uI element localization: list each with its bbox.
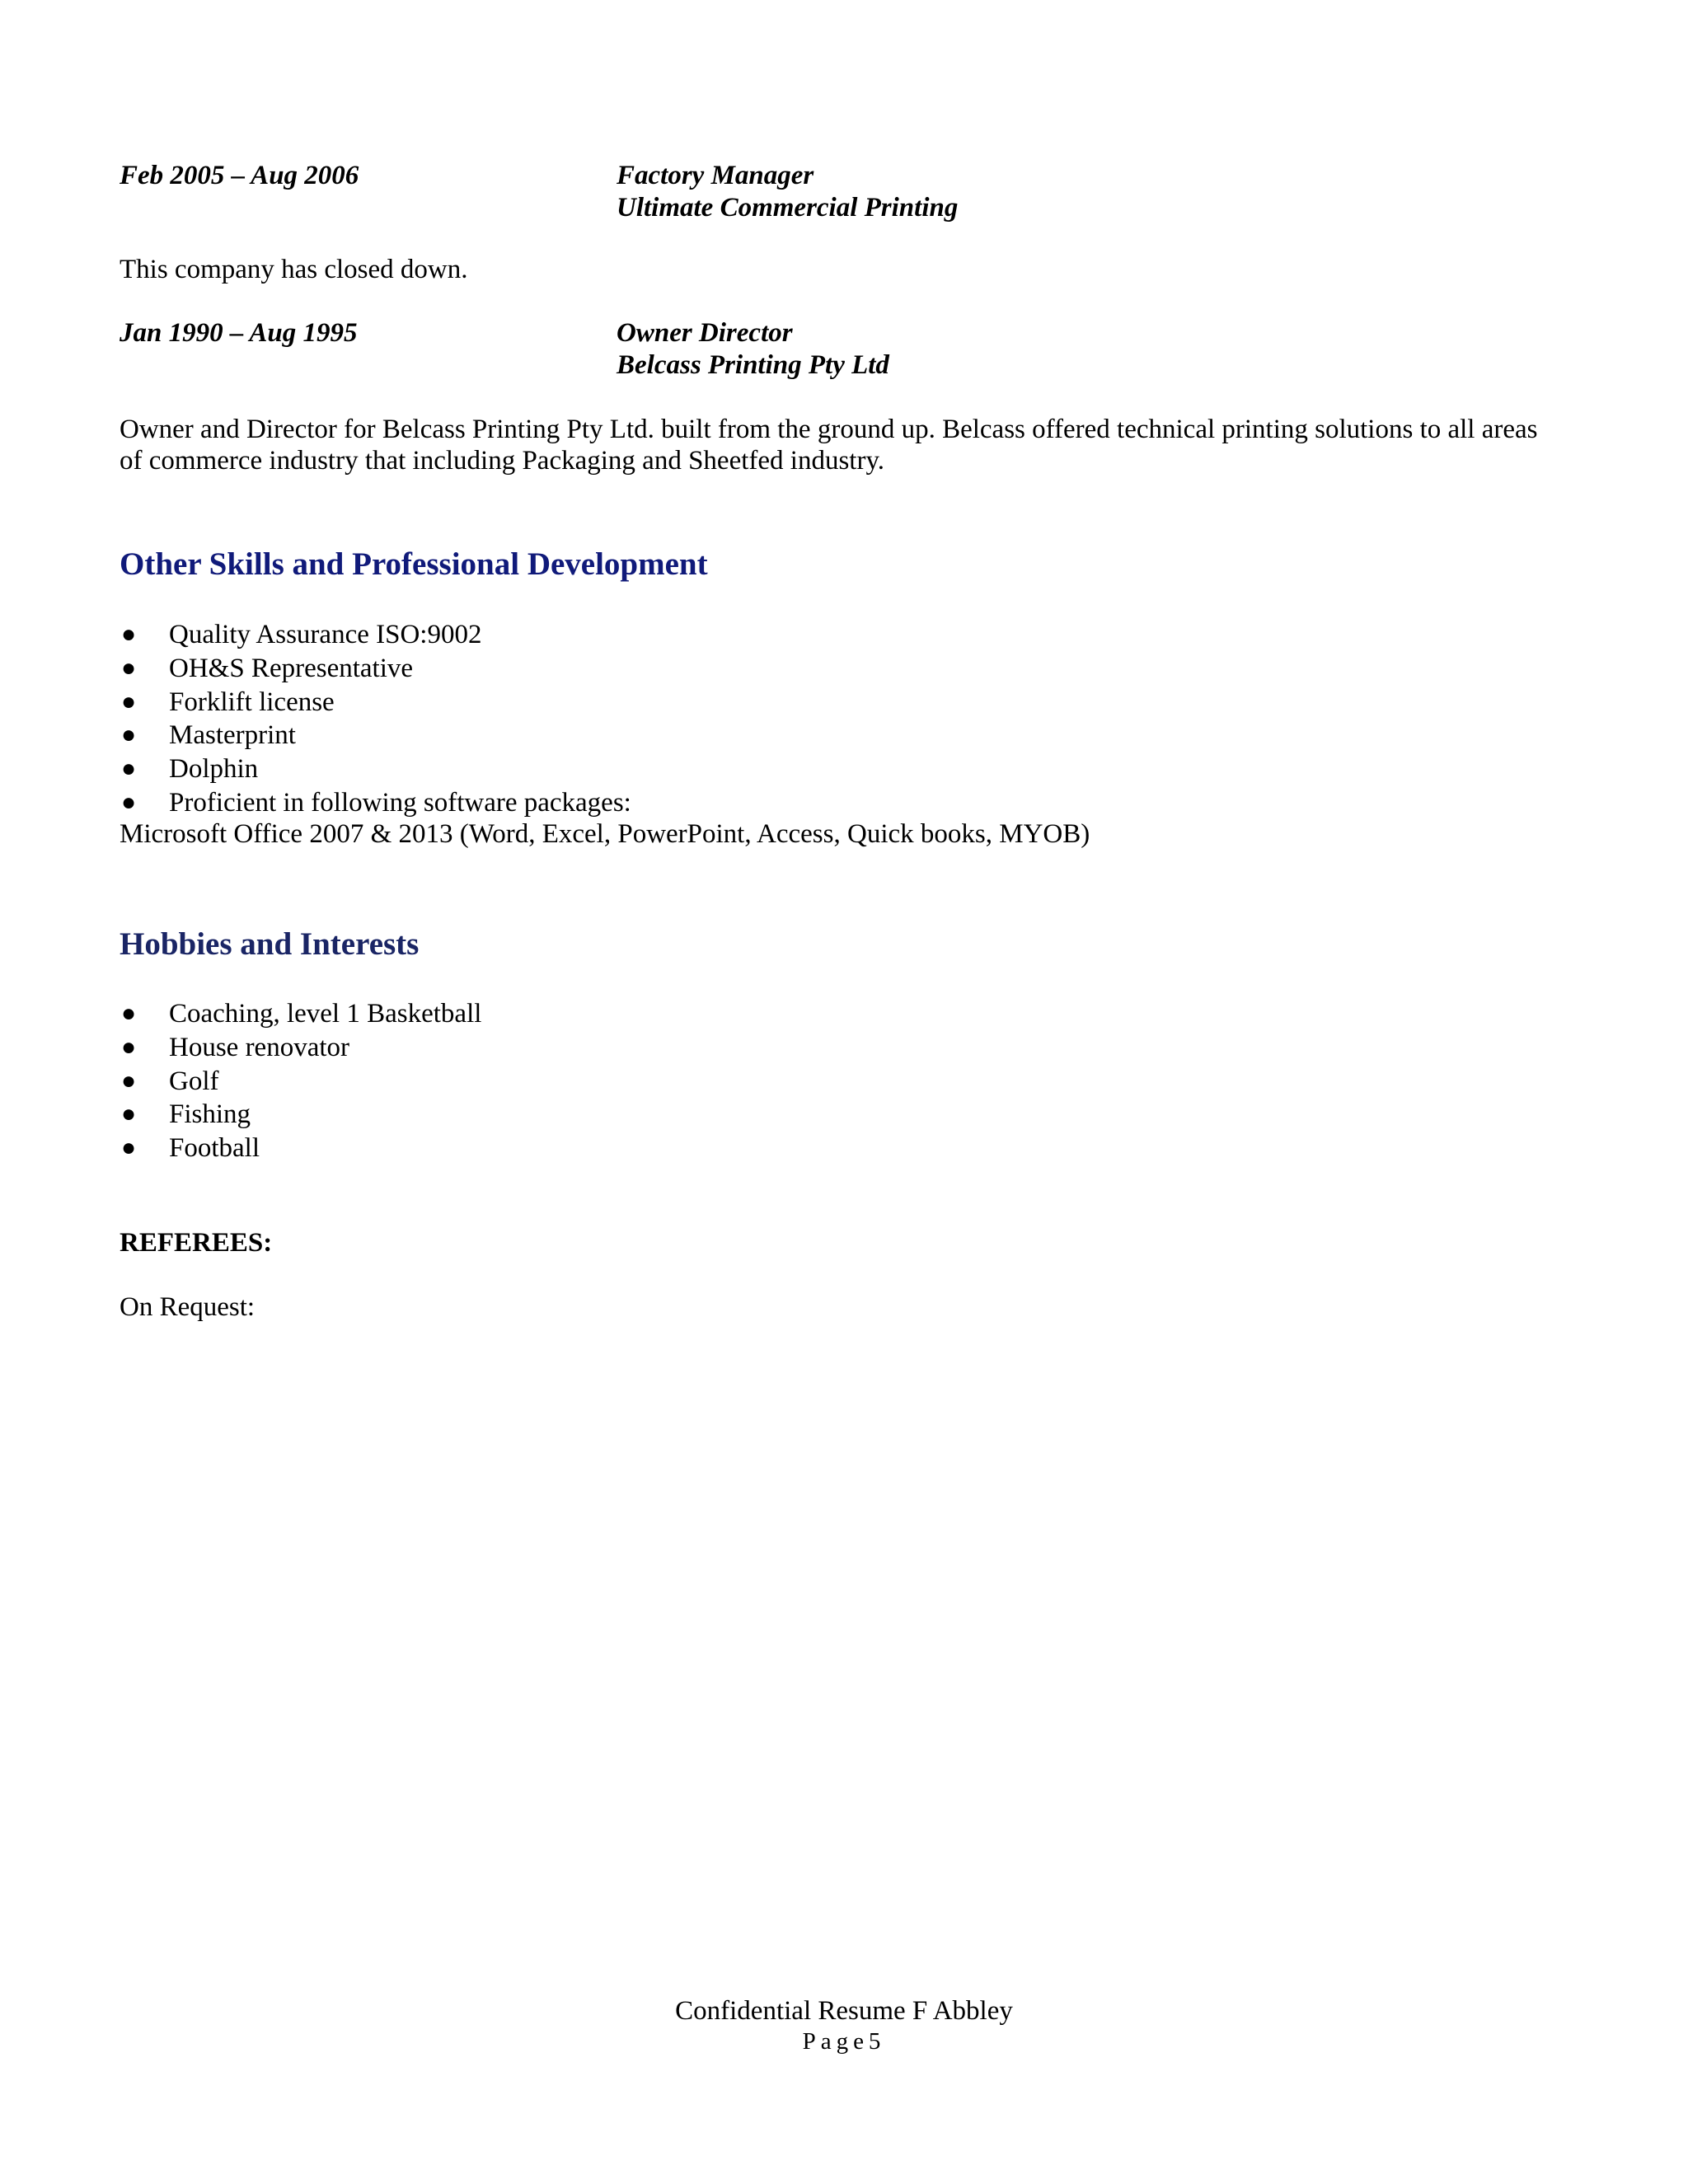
bullet-icon: ● (121, 1066, 137, 1094)
list-item (120, 618, 631, 652)
list-item-text: OH&S Representative (169, 653, 414, 683)
hobbies-heading: Hobbies and Interests (120, 926, 420, 962)
bullet-icon: ● (121, 788, 137, 816)
bullet-icon: ● (121, 1100, 137, 1128)
job-title-block (617, 160, 958, 224)
list-item-text: Golf (169, 1066, 219, 1096)
list-item (120, 652, 631, 686)
job-description: This company has closed down. (120, 255, 468, 284)
bullet-icon: ● (121, 721, 137, 749)
job-description-line: Owner and Director for Belcass Printing Pty Ltd. built from the ground up. Belcass offered technical printing solutions to all areas (120, 415, 1538, 444)
skills-list (120, 618, 631, 820)
list-item (120, 997, 481, 1031)
list-item-text: Proficient in following software packages: (169, 787, 631, 818)
list-item-text: Coaching, level 1 Basketball (169, 999, 482, 1029)
job-title: Factory Manager (617, 161, 814, 190)
bullet-icon: ● (121, 687, 137, 715)
skills-heading: Other Skills and Professional Development (120, 546, 708, 582)
bullet-icon: ● (121, 1033, 137, 1061)
list-item (120, 786, 631, 820)
list-item (120, 752, 631, 786)
job-title: Owner Director (617, 318, 793, 348)
job-dates: Feb 2005 – Aug 2006 (120, 161, 359, 190)
list-item (120, 1098, 481, 1132)
bullet-icon: ● (121, 755, 137, 783)
job-dates: Jan 1990 – Aug 1995 (120, 318, 358, 348)
list-item-text: Football (169, 1133, 260, 1164)
bullet-icon: ● (121, 654, 137, 682)
list-item (120, 1031, 481, 1065)
list-item (120, 719, 631, 752)
hobbies-list (120, 997, 481, 1165)
bullet-icon: ● (121, 1000, 137, 1027)
job-description-line: of commerce industry that including Packaging and Sheetfed industry. (120, 446, 885, 476)
list-item-text: House renovator (169, 1032, 350, 1062)
job-company: Ultimate Commercial Printing (617, 193, 959, 223)
referees-heading: REFEREES: (120, 1228, 273, 1258)
job-description (120, 414, 1570, 476)
list-item-text: Quality Assurance ISO:9002 (169, 620, 482, 649)
job-company: Belcass Printing Pty Ltd (617, 350, 889, 380)
list-item-text: Forklift license (169, 687, 335, 717)
list-item-text: Masterprint (169, 720, 296, 751)
list-item (120, 1065, 481, 1099)
page-number: Page5 (802, 2028, 886, 2055)
software-list: Microsoft Office 2007 & 2013 (Word, Excel, PowerPoint, Access, Quick books, MYOB) (120, 819, 1090, 849)
list-item-text: Fishing (169, 1099, 251, 1130)
footer-title: Confidential Resume F Abbley (675, 1996, 1013, 2026)
job-title-block (617, 317, 889, 382)
list-item (120, 686, 631, 719)
bullet-icon: ● (121, 621, 137, 648)
referees-text: On Request: (120, 1292, 256, 1322)
bullet-icon: ● (121, 1134, 137, 1162)
list-item (120, 1132, 481, 1165)
list-item-text: Dolphin (169, 754, 259, 785)
